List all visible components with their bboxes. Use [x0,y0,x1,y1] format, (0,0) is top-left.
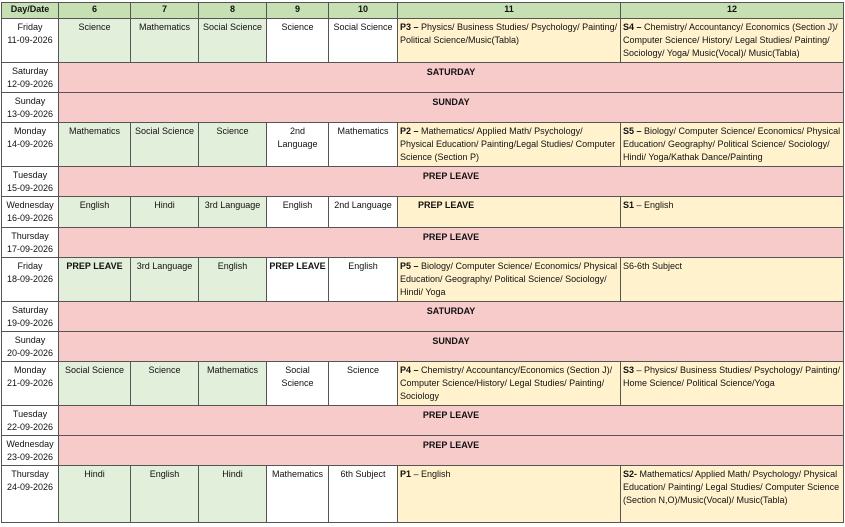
class-6-cell: Social Science [59,362,131,406]
class-9-cell: Social Science [267,362,329,406]
date-cell [2,197,59,228]
class-7-cell: Mathematics [131,19,199,63]
date-cell [2,19,59,63]
subject-list: Mathematics/ Applied Math/ Psychology/ Physical Education/ Painting/ Legal Studies/ Computer Science (Section N,O)/Music(Vocal)/ Music(Tabla) [623,469,840,505]
class-6-cell: Mathematics [59,123,131,167]
exam-schedule-table [1,2,844,523]
table-row [2,258,844,302]
day-name: Saturday [11,66,49,76]
group-code: P1 [400,469,412,479]
class-7-cell: Science [131,362,199,406]
class-9-cell: 2nd Language [267,123,329,167]
class-11-cell [398,466,621,523]
table-row [2,302,844,332]
class-9-cell: Mathematics [267,466,329,523]
header-class-9: 9 [267,3,329,19]
date-value: 19-09-2026 [6,318,54,328]
class-10-cell: 6th Subject [329,466,398,523]
subject-list: – English [413,469,451,479]
class-9-cell: Science [267,19,329,63]
class-8-cell: English [199,258,267,302]
group-code: S3 [623,365,635,375]
day-name: Thursday [11,231,49,241]
group-code: P5 – [400,261,419,271]
group-code: P4 – [400,365,419,375]
header-class-10: 10 [329,3,398,19]
class-8-cell: Hindi [199,466,267,523]
class-8-cell: Science [199,123,267,167]
class-10-cell: Mathematics [329,123,398,167]
day-name: Monday [13,365,47,375]
class-6-cell: English [59,197,131,228]
date-value: 12-09-2026 [6,79,54,89]
full-day-label: PREP LEAVE [59,406,844,436]
class-12-cell [621,197,844,228]
date-cell [2,167,59,197]
table-row [2,228,844,258]
class-8-cell: Mathematics [199,362,267,406]
class-10-cell: English [329,258,398,302]
header-row [2,3,844,19]
table-row [2,93,844,123]
date-cell [2,302,59,332]
date-cell [2,436,59,466]
class-12-cell [621,362,844,406]
full-day-label: SATURDAY [59,302,844,332]
date-value: 16-09-2026 [6,213,54,223]
table-row [2,406,844,436]
subject-list: Biology/ Computer Science/ Economics/ Physical Education/ Geography/ Political Science/ Sociology/ Hindi/ Yoga/Kathak Dance/Painting [623,126,841,162]
date-value: 14-09-2026 [6,139,54,149]
subject-list: Mathematics/ Applied Math/ Psychology/ Physical Education/ Painting/Legal Studies/ Computer Science (Section P) [400,126,616,162]
group-code: S2- [623,469,638,479]
date-value: 17-09-2026 [6,244,54,254]
day-name: Tuesday [12,409,48,419]
header-day-date: Day/Date [2,3,59,19]
date-value: 13-09-2026 [6,109,54,119]
class-6-cell: Science [59,19,131,63]
day-name: Saturday [11,305,49,315]
date-cell [2,466,59,523]
class-9-cell: English [267,197,329,228]
class-8-cell: Social Science [199,19,267,63]
class-10-cell: 2nd Language [329,197,398,228]
table-row [2,197,844,228]
date-value: 15-09-2026 [6,183,54,193]
date-value: 20-09-2026 [6,348,54,358]
subject-list: Physics/ Business Studies/ Psychology/ Painting/ Political Science/Music(Tabla) [400,22,618,45]
table-row [2,362,844,406]
date-cell [2,258,59,302]
header-class-7: 7 [131,3,199,19]
table-row [2,19,844,63]
class-12-cell [621,19,844,63]
table-row [2,332,844,362]
table-row [2,63,844,93]
group-code: P2 – [400,126,419,136]
date-cell [2,406,59,436]
table-row [2,167,844,197]
full-day-label: SATURDAY [59,63,844,93]
date-cell [2,63,59,93]
date-value: 18-09-2026 [6,274,54,284]
table-row [2,466,844,523]
date-cell [2,332,59,362]
full-day-label: PREP LEAVE [59,228,844,258]
full-day-label: PREP LEAVE [59,436,844,466]
subject-list: Biology/ Computer Science/ Economics/ Physical Education/ Geography/ Political Science/ Sociology/ Hindi/ Yoga [400,261,618,297]
group-code: P3 – [400,22,419,32]
group-code: S1 [623,200,635,210]
class-7-cell: Social Science [131,123,199,167]
class-9-cell: PREP LEAVE [267,258,329,302]
day-name: Tuesday [12,170,48,180]
header-class-8: 8 [199,3,267,19]
class-10-cell: Social Science [329,19,398,63]
day-name: Wednesday [6,439,54,449]
class-11-cell [398,258,621,302]
group-code: S5 – [623,126,642,136]
date-cell [2,228,59,258]
subject-list: – English [636,200,674,210]
class-6-cell: Hindi [59,466,131,523]
class-12-cell [621,123,844,167]
table-row [2,436,844,466]
date-value: 23-09-2026 [6,452,54,462]
day-name: Sunday [14,96,46,106]
table-row [2,123,844,167]
date-value: 24-09-2026 [6,482,54,492]
class-12-cell [621,258,844,302]
group-code: S4 – [623,22,642,32]
day-name: Monday [13,126,47,136]
subject-list: Chemistry/ Accountancy/ Economics (Section J)/ Computer Science/ History/ Legal Studies/ Painting/ Sociology/ Yoga/ Music(Vocal)/ Music(Tabla) [623,22,838,58]
date-cell [2,362,59,406]
header-class-12: 12 [621,3,844,19]
day-name: Wednesday [6,200,54,210]
day-name: Thursday [11,469,49,479]
day-name: Sunday [14,335,46,345]
header-class-6: 6 [59,3,131,19]
class-11-cell [398,197,621,228]
class-11-cell [398,123,621,167]
date-value: 22-09-2026 [6,422,54,432]
subject-list: Chemistry/ Accountancy/Economics (Section J)/ Computer Science/History/ Legal Studies/ Painting/ Sociology [400,365,613,401]
header-class-11: 11 [398,3,621,19]
prep-leave-label: PREP LEAVE [418,200,475,210]
full-day-label: PREP LEAVE [59,167,844,197]
class-7-cell: Hindi [131,197,199,228]
class-8-cell: 3rd Language [199,197,267,228]
class-11-cell [398,362,621,406]
class-6-cell: PREP LEAVE [59,258,131,302]
class-10-cell: Science [329,362,398,406]
full-day-label: SUNDAY [59,332,844,362]
day-name: Friday [17,22,43,32]
class-12-cell [621,466,844,523]
subject-list: – Physics/ Business Studies/ Psychology/ Painting/ Home Science/ Political Science/Yoga [623,365,841,388]
date-cell [2,123,59,167]
date-cell [2,93,59,123]
full-day-label: SUNDAY [59,93,844,123]
date-value: 21-09-2026 [6,378,54,388]
date-value: 11-09-2026 [7,35,53,45]
class-7-cell: 3rd Language [131,258,199,302]
subject-list: S6-6th Subject [623,261,683,271]
class-7-cell: English [131,466,199,523]
class-11-cell [398,19,621,63]
day-name: Friday [17,261,43,271]
